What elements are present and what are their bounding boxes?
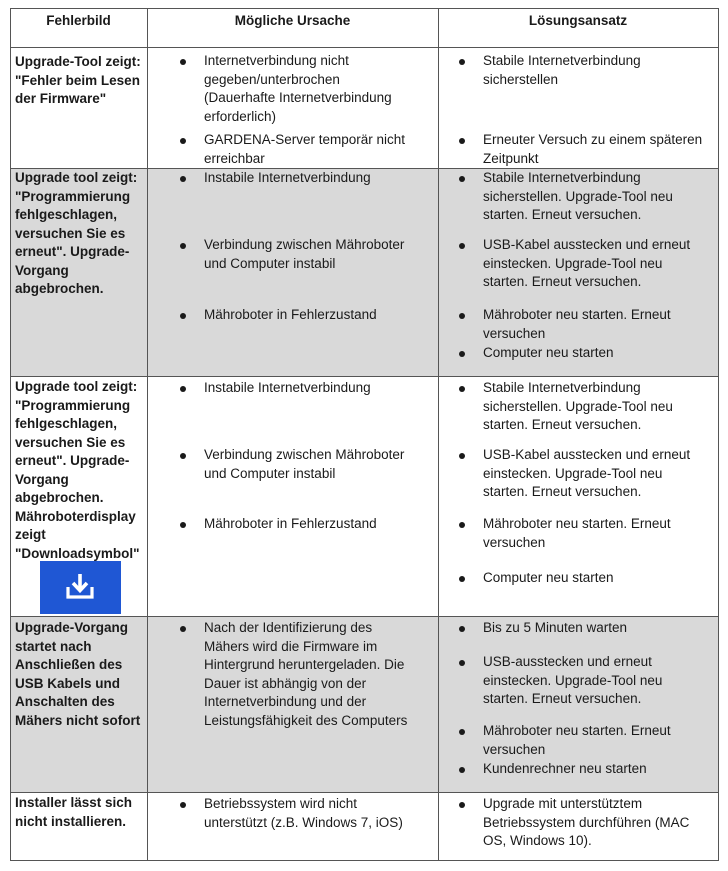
row2-solution-1: Stabile Internetverbindung sicherstellen. Upgrade-Tool neu starten. Erneut versuchen. [483, 170, 673, 222]
row3-cause-3: Mähroboter in Fehlerzustand [204, 516, 377, 531]
row-divider-4 [10, 792, 719, 793]
bullet [180, 243, 186, 249]
row4-solution-2: USB-ausstecken und erneut einstecken. Upgrade-Tool neu starten. Erneut versuchen. [483, 654, 663, 706]
table-border-right [718, 8, 719, 861]
row2-cause-1: Instabile Internetverbindung [204, 170, 371, 185]
row2-solution-4: Computer neu starten [483, 345, 614, 360]
header-loesungsansatz: Lösungsansatz [528, 13, 628, 28]
row5-symptom: Installer lässt sich nicht installieren. [15, 795, 133, 829]
row3-solution-1: Stabile Internetverbindung sicherstellen. Upgrade-Tool neu starten. Erneut versuchen. [483, 380, 673, 432]
bullet [180, 626, 186, 632]
bullet [180, 522, 186, 528]
row3-symptom: Upgrade tool zeigt: "Programmierung fehlgeschlagen, versuchen Sie es erneut". Upgrade- Vorgang abgebrochen. Mähroboterdisplay zeigt "Downloadsymbol" [15, 379, 140, 561]
bullet [180, 138, 186, 144]
bullet [180, 313, 186, 319]
row4-solution-3: Mähroboter neu starten. Erneut versuchen [483, 723, 671, 757]
bullet [180, 176, 186, 182]
bullet [459, 176, 465, 182]
row3-cause-1: Instabile Internetverbindung [204, 380, 371, 395]
row2-symptom: Upgrade tool zeigt: "Programmierung fehlgeschlagen, versuchen Sie es erneut". Upgrade- Vorgang abgebrochen. [15, 170, 138, 296]
row1-symptom: Upgrade-Tool zeigt: "Fehler beim Lesen der Firmware" [15, 54, 141, 106]
bullet [459, 138, 465, 144]
table-border-bottom [10, 860, 719, 861]
column-divider-2 [438, 8, 439, 861]
bullet [459, 243, 465, 249]
bullet [459, 59, 465, 65]
row1-solution-2: Erneuter Versuch zu einem späteren Zeitpunkt [483, 132, 703, 166]
header-moegliche-ursache: Mögliche Ursache [234, 13, 351, 28]
row3-solution-3: Mähroboter neu starten. Erneut versuchen [483, 516, 671, 550]
download-icon [40, 561, 121, 614]
row1-cause-2: GARDENA-Server temporär nicht erreichbar [204, 132, 406, 166]
column-divider-1 [147, 8, 148, 861]
row1-solution-1: Stabile Internetverbindung sicherstellen [483, 53, 641, 87]
bullet [459, 660, 465, 666]
bullet [459, 453, 465, 459]
row4-solution-4: Kundenrechner neu starten [483, 761, 647, 776]
row2-cause-3: Mähroboter in Fehlerzustand [204, 307, 377, 322]
row3-cause-2: Verbindung zwischen Mähroboter und Computer instabil [204, 447, 405, 481]
row2-solution-3: Mähroboter neu starten. Erneut versuchen [483, 307, 671, 341]
row4-cause-1: Nach der Identifizierung des Mähers wird die Firmware im Hintergrund heruntergeladen. Die Dauer ist abhängig von der Internetverbindung und der Leistungsfähigkeit des Computers [204, 620, 408, 728]
bullet [459, 729, 465, 735]
bullet [459, 386, 465, 392]
row2-solution-2: USB-Kabel ausstecken und erneut einstecken. Upgrade-Tool neu starten. Erneut versuchen. [483, 237, 691, 289]
row3-solution-4: Computer neu starten [483, 570, 614, 585]
row5-cause-1: Betriebssystem wird nicht unterstützt (z.B. Windows 7, iOS) [204, 796, 403, 830]
bullet [180, 59, 186, 65]
bullet [459, 351, 465, 357]
header-fehlerbild: Fehlerbild [46, 13, 111, 28]
table-border-left [10, 8, 11, 861]
row4-symptom: Upgrade-Vorgang startet nach Anschließen des USB Kabels und Anschalten des Mähers nicht sofort [15, 620, 141, 728]
bullet [459, 313, 465, 319]
bullet [459, 802, 465, 808]
row3-solution-2: USB-Kabel ausstecken und erneut einstecken. Upgrade-Tool neu starten. Erneut versuchen. [483, 447, 691, 499]
row1-cause-1: Internetverbindung nicht gegeben/unterbrochen (Dauerhafte Internetverbindung erforderlich) [204, 53, 392, 124]
bullet [180, 453, 186, 459]
bullet [459, 626, 465, 632]
row-divider-3 [10, 616, 719, 617]
bullet [459, 767, 465, 773]
row-divider-2 [10, 376, 719, 377]
row4-solution-1: Bis zu 5 Minuten warten [483, 620, 628, 635]
bullet [180, 802, 186, 808]
header-divider [10, 47, 719, 48]
row5-solution-1: Upgrade mit unterstütztem Betriebssystem durchführen (MAC OS, Windows 10). [483, 796, 690, 848]
table-border-top [10, 8, 719, 9]
bullet [459, 522, 465, 528]
bullet [459, 576, 465, 582]
bullet [180, 386, 186, 392]
row2-cause-2: Verbindung zwischen Mähroboter und Computer instabil [204, 237, 405, 271]
